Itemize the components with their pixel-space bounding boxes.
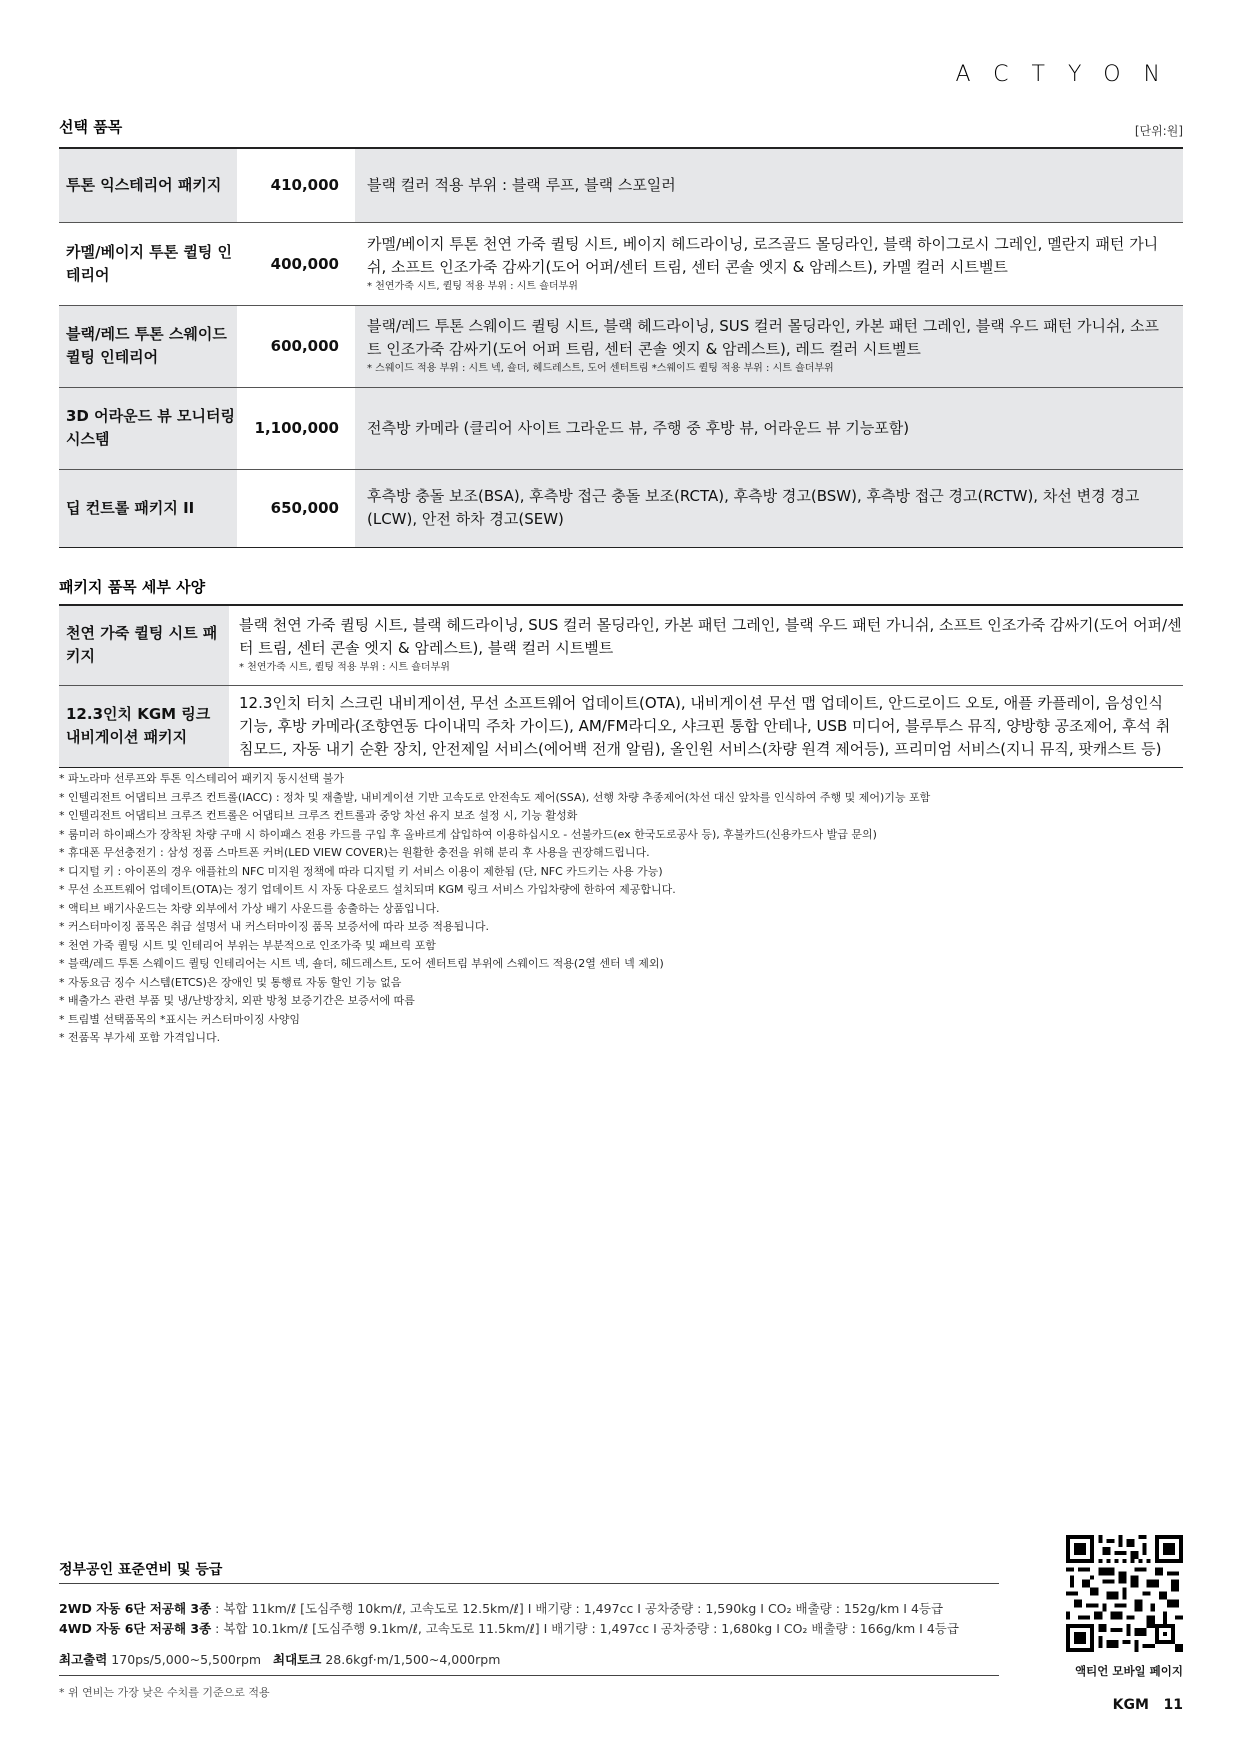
fuel-footnote: * 위 연비는 가장 낮은 수치를 기준으로 적용 (59, 1686, 270, 1699)
fuel-title: 정부공인 표준연비 및 등급 (59, 1562, 223, 1578)
unit-label: [단위:원] (1134, 124, 1183, 138)
qr-code-icon[interactable] (1066, 1535, 1183, 1652)
notes-list (59, 770, 1183, 1048)
option-name: 블랙/레드 투톤 스웨이드 퀼팅 인테리어 (59, 305, 237, 387)
note-item: * 액티브 배기사운드는 차량 외부에서 가상 배기 사운드를 송출하는 상품입니다. (59, 901, 440, 915)
option-name: 카멜/베이지 투톤 퀼팅 인테리어 (59, 222, 237, 305)
package-desc: 블랙 천연 가죽 퀼팅 시트, 블랙 헤드라이닝, SUS 컬러 몰딩라인, 카본 패턴 그레인, 블랙 우드 패턴 가니쉬, 소프트 인조가죽 감싸기(도어 어퍼/센터 트림, 센터 콘솔 엣지 & 암레스트), 블랙 컬러 시트벨트 * 천연가죽 시트, 퀼팅 적용 부위 : 시트 숄더부위 (229, 605, 1183, 685)
brand-logo: ACTYON (955, 62, 1183, 87)
option-desc: 후측방 충돌 보조(BSA), 후측방 접근 충돌 보조(RCTA), 후측방 경고(BSW), 후측방 접근 경고(RCTW), 차선 변경 경고(LCW), 안전 하차 경고(SEW) (355, 469, 1183, 547)
option-price: 1,100,000 (254, 419, 339, 437)
footer-brand: KGM (1112, 1697, 1149, 1713)
note-item: * 블랙/레드 투톤 스웨이드 퀼팅 인테리어는 시트 넥, 숄더, 헤드레스트, 도어 센터트림 부위에 스웨이드 적용(2열 센터 넥 제외) (59, 957, 664, 970)
note-item: * 배출가스 관련 부품 및 냉/난방장치, 외판 방청 보증기간은 보증서에 따름 (59, 994, 415, 1007)
option-price: 400,000 (270, 254, 339, 273)
package-row (59, 605, 1183, 685)
option-row (59, 469, 1183, 547)
option-price: 650,000 (270, 499, 339, 517)
qr-caption: 액티언 모바일 페이지 (1075, 1664, 1183, 1678)
option-price: 410,000 (270, 176, 339, 195)
page-footer (1113, 1697, 1183, 1713)
engine-specs: 최고출력 170ps/5,000~5,500rpm 최대토크 28.6kgf·m/1,500~4,000rpm (59, 1652, 501, 1667)
package-name: 12.3인치 KGM 링크 내비게이션 패키지 (59, 685, 229, 767)
page-number: 11 (1163, 1697, 1183, 1713)
option-row (59, 387, 1183, 469)
package-desc: 12.3인치 터치 스크린 내비게이션, 무선 소프트웨어 업데이트(OTA), 내비게이션 무선 맵 업데이트, 안드로이드 오토, 애플 카플레이, 음성인식 기능, 후방 카메라(조향연동 다이내믹 주차 가이드), AM/FM라디오, 샤크핀 통합 안테나, USB 미디어, 블루투스 뮤직, 양방향 공조제어, 후석 취침모드, 자동 내기 순환 장치, 안전제일 서비스(에어백 전개 알림), 올인원 서비스(차량 원격 제어등), 프리미엄 서비스(지니 뮤직, 팟캐스트 등) (239, 693, 1171, 758)
packages-table (59, 604, 1183, 768)
option-row (59, 148, 1183, 222)
option-note: * 스웨이드 적용 부위 : 시트 넥, 숄더, 헤드레스트, 도어 센터트림 *스웨이드 퀼팅 적용 부위 : 시트 숄더부위 (367, 363, 834, 374)
option-note: * 천연가죽 시트, 퀼팅 적용 부위 : 시트 숄더부위 (367, 280, 578, 292)
note-item: * 자동요금 징수 시스템(ETCS)은 장애인 및 통행료 자동 할인 기능 없음 (59, 975, 402, 989)
option-desc: 블랙 컬러 적용 부위 : 블랙 루프, 블랙 스포일러 (355, 148, 1183, 222)
option-row (59, 222, 1183, 305)
packages-title: 패키지 품목 세부 사양 (59, 578, 206, 596)
option-desc: 전측방 카메라 (클리어 사이트 그라운드 뷰, 주행 중 후방 뷰, 어라운드 뷰 기능포함) (355, 387, 1183, 469)
fuel-bottom-divider (59, 1675, 999, 1676)
option-row (59, 305, 1183, 387)
options-title: 선택 품목 (59, 118, 123, 136)
option-desc: 블랙/레드 투톤 스웨이드 퀼팅 시트, 블랙 헤드라이닝, SUS 컬러 몰딩라인, 카본 패턴 그레인, 블랙 우드 패턴 가니쉬, 소프트 인조가죽 감싸기(도어 어퍼 트림, 센터 콘솔 엣지 & 암레스트), 레드 컬러 시트벨트 * 스웨이드 적용 부위 : 시트 넥, 숄더, 헤드레스트, 도어 센터트림 *스웨이드 퀼팅 적용 부위 : 시트 숄더부위 (355, 305, 1183, 387)
note-item: * 룸미러 하이패스가 장착된 차량 구매 시 하이패스 전용 카드를 구입 후 올바르게 삽입하여 이용하십시오 - 선불카드(ex 한국도로공사 등), 후불카드(신용카드사 발급 문의) (59, 827, 877, 841)
options-table (59, 147, 1183, 548)
package-row (59, 685, 1183, 767)
note-item: * 무선 소프트웨어 업데이트(OTA)는 정기 업데이트 시 자동 다운로드 설치되며 KGM 링크 서비스 가입차량에 한하여 제공합니다. (59, 883, 676, 896)
note-item: * 디지털 키 : 아이폰의 경우 애플社의 NFC 미지원 정책에 따라 디지털 키 서비스 이용이 제한됨 (단, NFC 카드키는 사용 가능) (59, 864, 663, 878)
option-price: 600,000 (270, 337, 339, 355)
fuel-divider (59, 1583, 999, 1584)
note-item: * 트림별 선택품목의 *표시는 커스터마이징 사양임 (59, 1012, 301, 1026)
option-name: 딥 컨트롤 패키지 II (59, 469, 237, 547)
package-note: * 천연가죽 시트, 퀼팅 적용 부위 : 시트 숄더부위 (239, 662, 450, 674)
fuel-line-2wd: 2WD 자동 6단 저공해 3종 : 복합 11km/ℓ [도심주행 10km/ℓ, 고속도로 12.5km/ℓ] I 배기량 : 1,497cc I 공차중량 : 1,590kg I CO₂ 배출량 : 152g/km I 4등급 (59, 1601, 944, 1616)
note-item: * 인텔리전트 어댑티브 크루즈 컨트롤은 어댑티브 크루즈 컨트롤과 중앙 차선 유지 보조 설정 시, 기능 활성화 (59, 809, 578, 822)
note-item: * 인텔리전트 어댑티브 크루즈 컨트롤(IACC) : 정차 및 재출발, 내비게이션 기반 고속도로 안전속도 제어(SSA), 선행 차량 추종제어(차선 대신 앞차를 인식하여 주행 및 제어)기능 포함 (59, 790, 931, 804)
note-item: * 천연 가죽 퀼팅 시트 및 인테리어 부위는 부분적으로 인조가죽 및 패브릭 포함 (59, 938, 436, 952)
package-name: 천연 가죽 퀼팅 시트 패키지 (59, 605, 229, 685)
option-name: 투톤 익스테리어 패키지 (59, 148, 237, 222)
note-item: * 휴대폰 무선충전기 : 삼성 정품 스마트폰 커버(LED VIEW COVER)는 원활한 충전을 위해 분리 후 사용을 권장해드립니다. (59, 846, 650, 859)
option-desc: 카멜/베이지 투톤 천연 가죽 퀼팅 시트, 베이지 헤드라이닝, 로즈골드 몰딩라인, 블랙 하이그로시 그레인, 멜란지 패턴 가니쉬, 소프트 인조가죽 감싸기(도어 어퍼/센터 트림, 센터 콘솔 엣지 & 암레스트), 카멜 컬러 시트벨트 * 천연가죽 시트, 퀼팅 적용 부위 : 시트 숄더부위 (355, 222, 1183, 305)
option-name: 3D 어라운드 뷰 모니터링 시스템 (59, 387, 237, 469)
fuel-line-4wd: 4WD 자동 6단 저공해 3종 : 복합 10.1km/ℓ [도심주행 9.1km/ℓ, 고속도로 11.5km/ℓ] I 배기량 : 1,497cc I 공차중량 : 1,680kg I CO₂ 배출량 : 166g/km I 4등급 (59, 1621, 959, 1636)
note-item: * 파노라마 선루프와 투톤 익스테리어 패키지 동시선택 불가 (59, 772, 344, 785)
note-item: * 커스터마이징 품목은 취급 설명서 내 커스터마이징 품목 보증서에 따라 보증 적용됩니다. (59, 920, 489, 933)
note-item: * 전품목 부가세 포함 가격입니다. (59, 1031, 221, 1044)
